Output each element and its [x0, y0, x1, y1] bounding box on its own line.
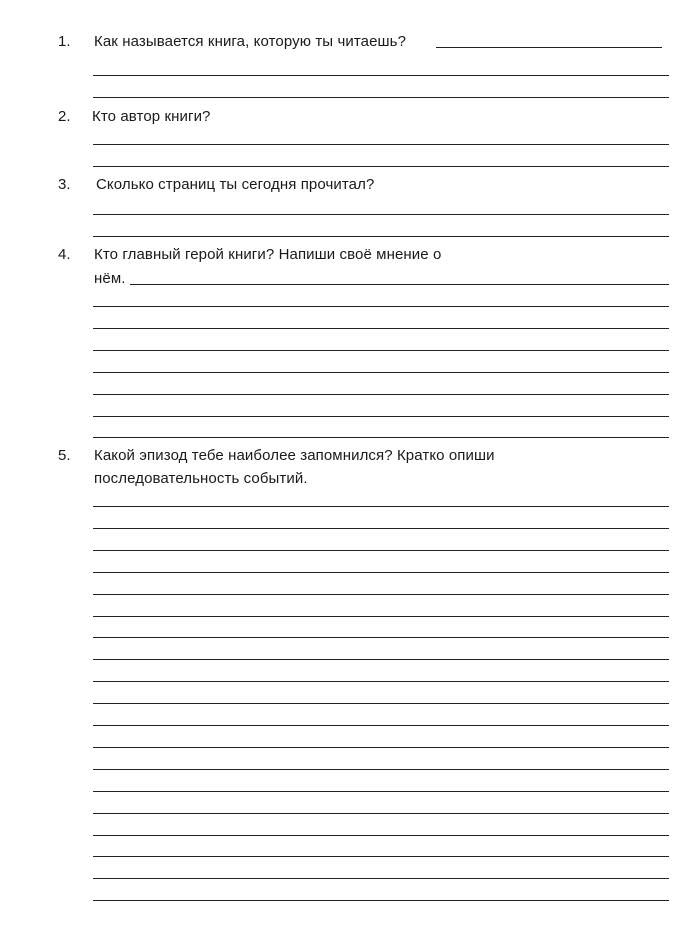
question-2-number: 2.: [58, 108, 71, 125]
answer-line[interactable]: [93, 637, 669, 638]
answer-line[interactable]: [93, 813, 669, 814]
question-5-number: 5.: [58, 447, 71, 464]
answer-line[interactable]: [93, 236, 669, 237]
question-2-text: Кто автор книги?: [92, 108, 211, 125]
answer-line[interactable]: [93, 725, 669, 726]
answer-line[interactable]: [93, 878, 669, 879]
answer-line[interactable]: [93, 616, 669, 617]
question-1-text: Как называется книга, которую ты читаешь?: [94, 33, 407, 50]
answer-line[interactable]: [93, 572, 669, 573]
answer-line[interactable]: [93, 791, 669, 792]
answer-line[interactable]: [93, 594, 669, 595]
answer-line[interactable]: [93, 214, 669, 215]
question-4-text-line-1: Кто главный герой книги? Напиши своё мнение о: [94, 246, 442, 263]
answer-line[interactable]: [93, 835, 669, 836]
answer-line[interactable]: [93, 75, 669, 76]
answer-line[interactable]: [93, 97, 669, 98]
answer-line[interactable]: [93, 350, 669, 351]
answer-line[interactable]: [93, 769, 669, 770]
question-3-text: Сколько страниц ты сегодня прочитал?: [96, 176, 375, 193]
answer-line[interactable]: [93, 328, 669, 329]
question-1-number: 1.: [58, 33, 71, 50]
answer-line[interactable]: [93, 703, 669, 704]
answer-line[interactable]: [93, 394, 669, 395]
question-4-text-line-2: нём.: [94, 270, 126, 287]
answer-line[interactable]: [93, 506, 669, 507]
answer-blank-inline[interactable]: [130, 284, 669, 285]
answer-line[interactable]: [93, 856, 669, 857]
answer-line[interactable]: [93, 306, 669, 307]
answer-line[interactable]: [93, 166, 669, 167]
answer-line[interactable]: [93, 550, 669, 551]
answer-line[interactable]: [93, 144, 669, 145]
answer-line[interactable]: [93, 416, 669, 417]
answer-line[interactable]: [93, 437, 669, 438]
answer-line[interactable]: [93, 900, 669, 901]
answer-line[interactable]: [93, 372, 669, 373]
answer-blank-inline[interactable]: [436, 47, 662, 48]
question-5-text-line-2: последовательность событий.: [94, 470, 308, 487]
answer-line[interactable]: [93, 681, 669, 682]
answer-line[interactable]: [93, 528, 669, 529]
answer-line[interactable]: [93, 659, 669, 660]
answer-line[interactable]: [93, 747, 669, 748]
question-4-number: 4.: [58, 246, 71, 263]
question-3-number: 3.: [58, 176, 71, 193]
question-5-text-line-1: Какой эпизод тебе наиболее запомнился? Кратко опиши: [94, 447, 495, 464]
